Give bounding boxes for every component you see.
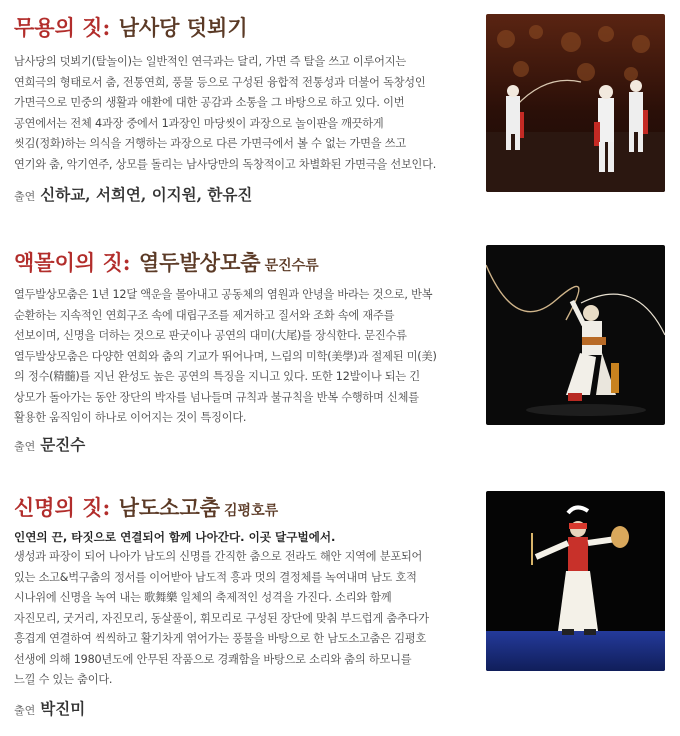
performance-photo	[486, 14, 665, 192]
cast-label: 출연	[14, 704, 36, 717]
section-title	[14, 12, 248, 42]
section-title	[14, 247, 319, 277]
body-line: 순환하는 지속적인 연희구조 속에 대립구조를 제거하고 질서와 조화 속에 재주를	[14, 308, 395, 322]
section-lead: 인연의 끈, 타짓으로 연결되어 함께 나아간다. 이곳 달구벌에서.	[14, 530, 336, 544]
body-line: 공연에서는 전체 4과장 중에서 1과장인 마당씻이 과장으로 놀이판을 깨끗하게	[14, 116, 384, 130]
title-colon: :	[102, 495, 111, 520]
cast-names: 박진미	[40, 699, 86, 718]
title-main: 남사당 덧뵈기	[118, 15, 248, 40]
cast-label: 출연	[14, 190, 36, 203]
body-line: 연희극의 형태로서 춤, 전통연희, 풍물 등으로 구성된 융합적 전통성과 더불어 독창성인	[14, 75, 426, 89]
cast-line	[14, 183, 252, 205]
section-aengmori	[0, 240, 680, 485]
cast-label: 출연	[14, 440, 36, 453]
performance-photo	[486, 491, 665, 671]
cast-names: 신하교, 서희연, 이지원, 한유진	[40, 185, 253, 204]
cast-line	[14, 697, 85, 719]
title-main: 남도소고춤	[118, 495, 221, 520]
body-line: 자진모리, 굿거리, 자진모리, 동살풀이, 휘모리로 구성된 장단에 맞춰 부드럽게 춤추다가	[14, 611, 429, 625]
title-colon: :	[122, 250, 131, 275]
title-colon: :	[102, 15, 111, 40]
section-sinmyeong	[0, 485, 680, 736]
section-body	[14, 547, 466, 691]
body-line: 흥겹게 연결하여 씩씩하고 활기차게 엮어가는 풍물을 바탕으로 한 남도소고춤은 김평호	[14, 632, 427, 645]
cast-line	[14, 433, 85, 455]
section-title	[14, 492, 278, 522]
body-line: 활용한 움직임이 하나로 이어지는 것이 특징이다.	[14, 411, 247, 424]
body-line: 의 정수(精髓)를 지닌 완성도 높은 공연의 특징을 지니고 있다. 또한 12발이나 되는 긴	[14, 370, 420, 383]
body-line: 열두발상모춤은 다양한 연희와 춤의 기교가 뛰어나며, 느림의 미학(美學)과 절제된 미(美)	[14, 349, 437, 363]
title-label: 신명의 짓	[14, 495, 103, 520]
body-line: 있는 소고&벅구춤의 정서를 이어받아 남도적 흥과 멋의 결정체를 녹여내며 남도 호적	[14, 570, 417, 584]
body-line: 상모가 돌아가는 동안 장단의 박자를 넘나들며 규칙과 불규칙을 반복 수행하며 신체를	[14, 390, 419, 404]
body-line: 가면극으로 민중의 생활과 애환에 대한 공감과 소통을 그 바탕으로 하고 있다. 이번	[14, 96, 405, 109]
performance-photo	[486, 245, 665, 425]
body-line: 생성과 파장이 되어 나아가 남도의 신명를 간직한 춤으로 전라도 해안 지역에 분포되어	[14, 550, 423, 563]
body-line: 씻김(정화)하는 의식을 거행하는 과장으로 다른 가면극에서 볼 수 없는 가면을 쓰고	[14, 137, 406, 150]
body-line: 선생에 의해 1980년도에 안무된 작품으로 경쾌함을 바탕으로 소리와 춤의 하모니를	[14, 652, 412, 666]
section-body	[14, 52, 466, 175]
title-main: 열두발상모춤	[138, 250, 261, 275]
section-mudong	[0, 0, 680, 240]
title-sub: 김평호류	[224, 503, 279, 519]
title-label: 무용의 짓	[14, 15, 103, 40]
title-sub: 문진수류	[264, 258, 319, 274]
body-line: 선보이며, 신명을 더하는 것으로 판굿이나 공연의 대미(大尾)를 장식한다. 문진수류	[14, 329, 407, 342]
body-line: 남사당의 덧뵈기(탈놀이)는 일반적인 연극과는 달리, 가면 즉 탈을 쓰고 이루어지는	[14, 55, 406, 68]
body-line: 시나위에 신명을 녹여 내는 歌舞樂 일체의 축제적인 성격을 가진다. 소리와 함께	[14, 591, 392, 604]
cast-names: 문진수	[40, 435, 86, 454]
title-label: 액몰이의 짓	[14, 250, 123, 275]
body-line: 열두발상모춤은 1년 12달 액운을 몰아내고 공동체의 염원과 안녕을 바라는 것으로, 반복	[14, 288, 433, 301]
body-line: 느낄 수 있는 춤이다.	[14, 673, 113, 686]
section-body	[14, 285, 466, 429]
body-line: 연기와 춤, 악기연주, 상모를 돌리는 남사당만의 독창적이고 차별화된 가면극을 선보인다.	[14, 157, 437, 171]
